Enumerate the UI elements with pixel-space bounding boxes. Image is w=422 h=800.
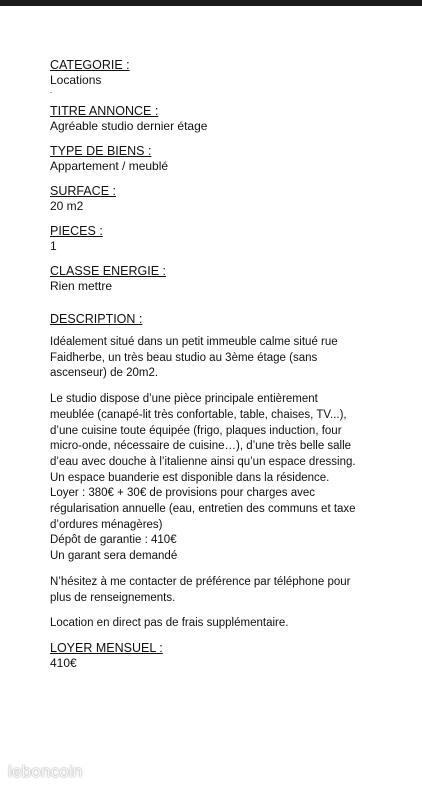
- description-line: d’une cuisine toute équipée (frigo, plaques induction, four: [50, 424, 342, 437]
- separator-dot: .: [50, 86, 53, 95]
- description-line: ascenseur) de 20m2.: [50, 367, 159, 380]
- description-line: Loyer : 380€ + 30€ de provisions pour charges avec: [50, 487, 315, 500]
- field-classe-energie: [50, 264, 380, 294]
- field-titre: [50, 104, 380, 134]
- description-paragraph-4: Location en direct pas de frais supplémentaire.: [50, 617, 289, 630]
- description-label: DESCRIPTION :: [50, 312, 143, 326]
- type-biens-label: TYPE DE BIENS :: [50, 144, 152, 158]
- top-bar: [0, 0, 422, 6]
- description-line: meublée (canapé-lit très confortable, table, chaises, TV...),: [50, 408, 347, 421]
- classe-energie-label: CLASSE ENERGIE :: [50, 264, 167, 278]
- description-line: d’ordures ménagères): [50, 518, 163, 531]
- categorie-label: CATEGORIE :: [50, 58, 130, 72]
- pieces-label: PIECES :: [50, 224, 103, 238]
- ad-content: [50, 58, 380, 681]
- classe-energie-value: Rien mettre: [50, 279, 113, 293]
- description-line: régularisation annuelle (eau, entretien des communs et taxe: [50, 503, 356, 516]
- description-paragraph-2: [50, 392, 380, 565]
- titre-value: Agréable studio dernier étage: [50, 119, 208, 133]
- titre-label: TITRE ANNONCE :: [50, 104, 159, 118]
- description-line: Le studio dispose d’une pièce principale entièrement: [50, 393, 318, 406]
- description-line: N’hésitez à me contacter de préférence par téléphone pour: [50, 575, 351, 588]
- description-paragraph-1: [50, 335, 380, 382]
- description-line: Faidherbe, un très beau studio au 3ème étage (sans: [50, 351, 318, 364]
- pieces-value: 1: [50, 239, 57, 253]
- description-paragraph-3: [50, 575, 380, 606]
- loyer-value: 410€: [50, 655, 77, 670]
- type-biens-value: Appartement / meublé: [50, 159, 169, 173]
- field-surface: [50, 184, 380, 214]
- loyer-label: LOYER MENSUEL :: [50, 640, 163, 655]
- surface-value: 20 m2: [50, 199, 84, 213]
- field-pieces: [50, 224, 380, 254]
- description-line: plus de renseignements.: [50, 591, 176, 604]
- leboncoin-watermark-logo: leboncoin: [8, 762, 83, 781]
- description-line: Dépôt de garantie : 410€: [50, 534, 177, 547]
- description-line: d’eau avec douche à l’italienne ainsi qu’un espace dressing.: [50, 455, 356, 468]
- description-line: Idéalement situé dans un petit immeuble calme situé rue: [50, 336, 338, 348]
- description-line: Un garant sera demandé: [50, 550, 178, 563]
- description-line: micro-onde, nécessaire de cuisine…), d’une très belle salle: [50, 440, 352, 453]
- description-line: Un espace buanderie est disponible dans la résidence.: [50, 471, 330, 484]
- categorie-value: Locations: [50, 73, 102, 87]
- field-categorie: [50, 58, 380, 94]
- surface-label: SURFACE :: [50, 184, 116, 198]
- field-loyer: [50, 641, 380, 671]
- field-type-biens: [50, 144, 380, 174]
